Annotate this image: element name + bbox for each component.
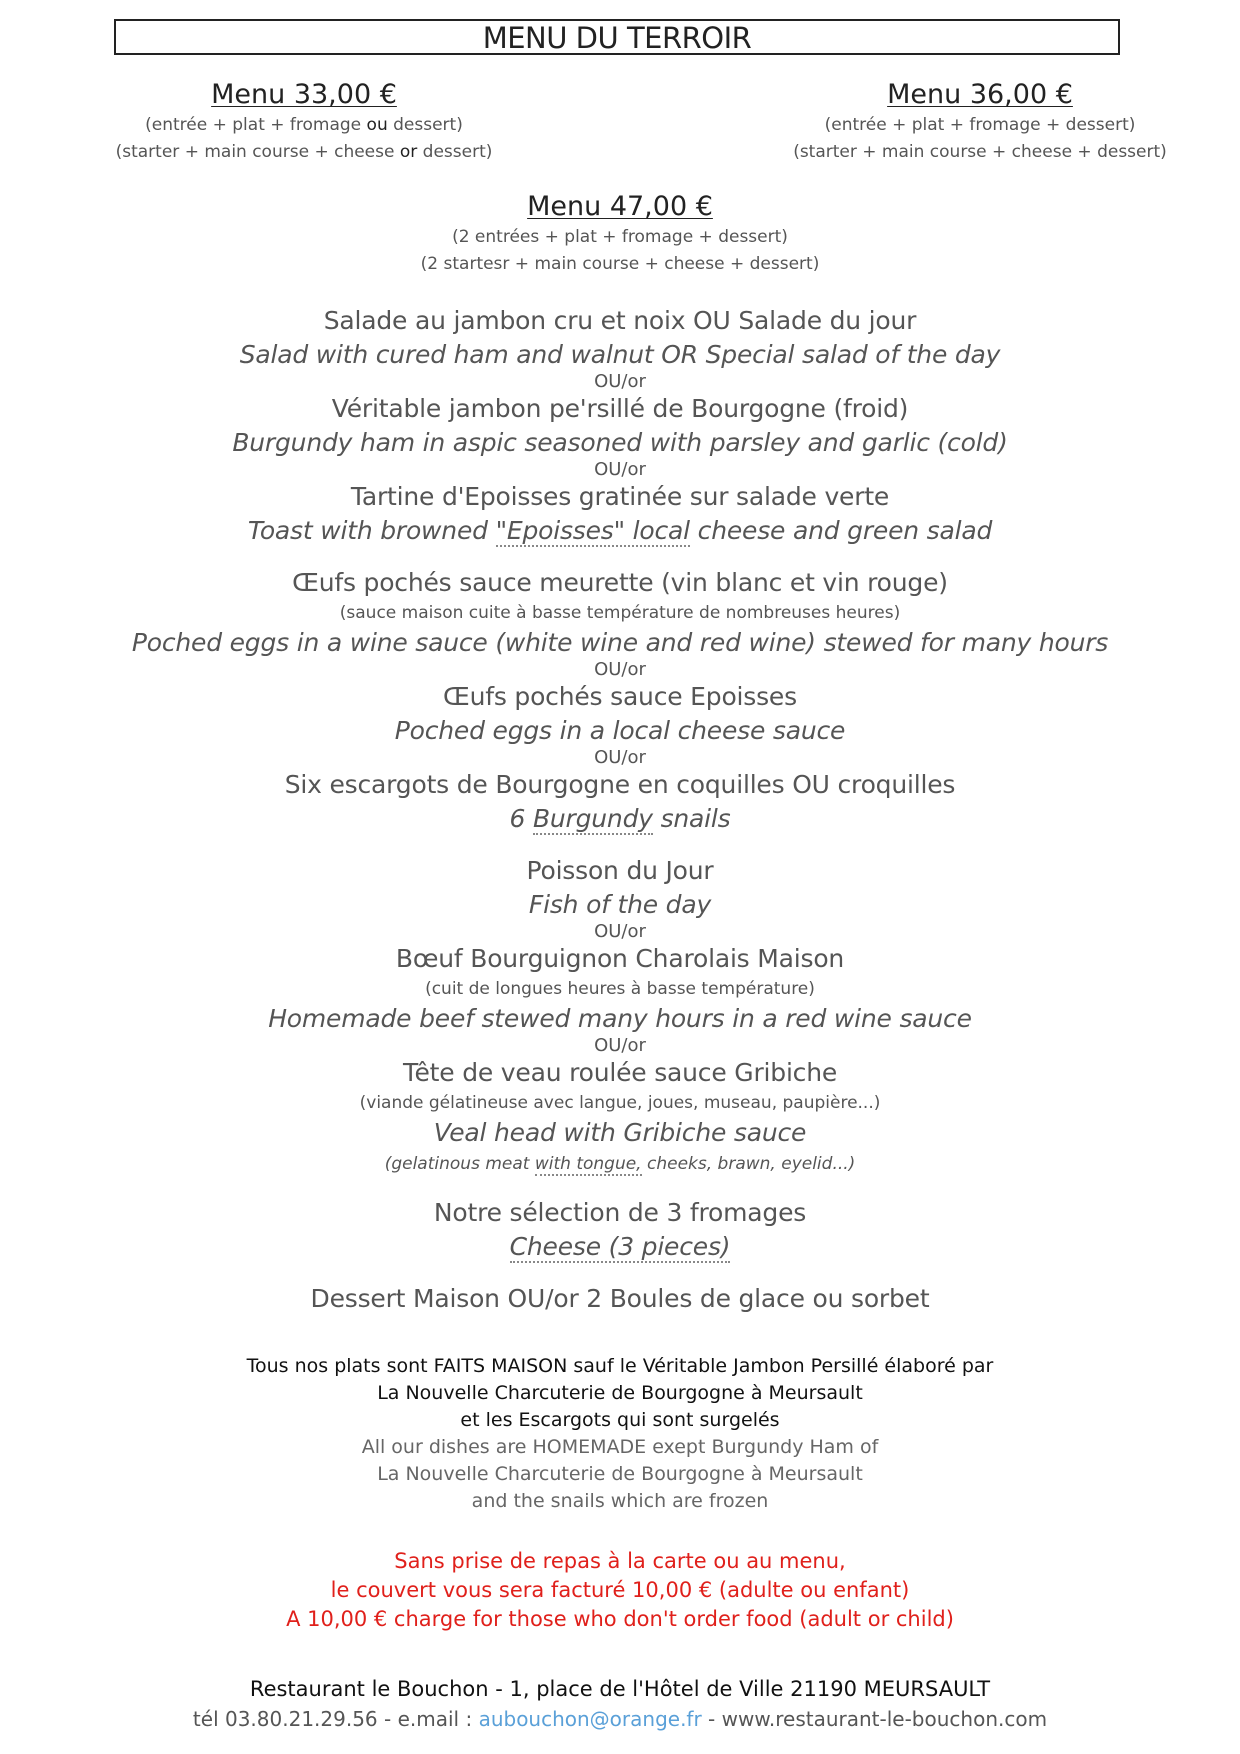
or-separator: OU/or bbox=[594, 1035, 646, 1056]
dish-fr: Véritable jambon pe'rsillé de Bourgogne (froid) bbox=[331, 394, 909, 423]
dish-en: Homemade beef stewed many hours in a red wine sauce bbox=[268, 1004, 972, 1033]
email-link[interactable]: aubouchon@orange.fr bbox=[478, 1707, 702, 1731]
dish-fr: Œufs pochés sauce Epoisses bbox=[443, 682, 797, 711]
menu-36-price: Menu 36,00 € bbox=[887, 79, 1073, 110]
dish-note: (cuit de longues heures à basse température) bbox=[425, 979, 815, 999]
dish-en: 6 Burgundy snails bbox=[509, 804, 731, 833]
note-en-line: La Nouvelle Charcuterie de Bourgogne à Meursault bbox=[377, 1463, 863, 1485]
or-separator: OU/or bbox=[594, 659, 646, 680]
dish-fr: Salade au jambon cru et noix OU Salade du jour bbox=[323, 306, 917, 335]
or-separator: OU/or bbox=[594, 921, 646, 942]
website-text[interactable]: - www.restaurant-le-bouchon.com bbox=[701, 1707, 1048, 1731]
dish-en: Salad with cured ham and walnut OR Special salad of the day bbox=[239, 340, 1001, 369]
dish-note-en: (gelatinous meat with tongue, cheeks, brawn, eyelid...) bbox=[384, 1154, 856, 1174]
page-title: MENU DU TERROIR bbox=[114, 19, 1120, 55]
dish-en: Fish of the day bbox=[528, 890, 712, 919]
note-en-line: All our dishes are HOMEMADE exept Burgundy Ham of bbox=[361, 1436, 879, 1458]
note-fr-line: Tous nos plats sont FAITS MAISON sauf le Véritable Jambon Persillé élaboré par bbox=[246, 1355, 994, 1377]
restaurant-address: Restaurant le Bouchon - 1, place de l'Hôtel de Ville 21190 MEURSAULT bbox=[249, 1677, 991, 1701]
menu-47-desc-en: (2 startesr + main course + cheese + dessert) bbox=[420, 254, 820, 274]
or-separator: OU/or bbox=[594, 459, 646, 480]
dish-en: Toast with browned "Epoisses" local cheese and green salad bbox=[247, 516, 993, 545]
phone-text: tél 03.80.21.29.56 - e.mail : bbox=[192, 1707, 479, 1731]
or-separator: OU/or bbox=[594, 747, 646, 768]
cover-charge-notice bbox=[0, 1547, 1240, 1634]
menu-33-desc-en: (starter + main course + cheese or dessert) bbox=[115, 142, 493, 162]
dish-note: (viande gélatineuse avec langue, joues, museau, paupière...) bbox=[359, 1093, 881, 1113]
homemade-notes bbox=[0, 1353, 1240, 1515]
dish-fr: Tartine d'Epoisses gratinée sur salade verte bbox=[350, 482, 890, 511]
dish-note: (sauce maison cuite à basse température de nombreuses heures) bbox=[339, 603, 901, 623]
menu-33-price: Menu 33,00 € bbox=[211, 79, 397, 110]
dish-en: Cheese (3 pieces) bbox=[509, 1232, 731, 1261]
dish-fr: Bœuf Bourguignon Charolais Maison bbox=[395, 944, 845, 973]
dish-fr: Dessert Maison OU/or 2 Boules de glace ou sorbet bbox=[310, 1284, 930, 1313]
menu-47-block bbox=[400, 190, 840, 278]
charge-line: Sans prise de repas à la carte ou au menu, bbox=[394, 1549, 846, 1573]
dish-fr: Notre sélection de 3 fromages bbox=[433, 1198, 807, 1227]
menu-47-price: Menu 47,00 € bbox=[527, 191, 713, 222]
contact-line bbox=[0, 1704, 1240, 1734]
dish-en: Veal head with Gribiche sauce bbox=[433, 1118, 807, 1147]
menu-36-desc-en: (starter + main course + cheese + dessert) bbox=[793, 142, 1167, 162]
courses-list bbox=[0, 304, 1240, 1316]
note-en-line: and the snails which are frozen bbox=[471, 1490, 769, 1512]
menu-33-block bbox=[94, 78, 514, 166]
dish-fr: Tête de veau roulée sauce Gribiche bbox=[402, 1058, 838, 1087]
note-fr-line: et les Escargots qui sont surgelés bbox=[460, 1409, 780, 1431]
dish-fr: Poisson du Jour bbox=[526, 856, 714, 885]
menu-36-block bbox=[750, 78, 1210, 166]
note-fr-line: La Nouvelle Charcuterie de Bourgogne à Meursault bbox=[377, 1382, 863, 1404]
dish-fr: Six escargots de Bourgogne en coquilles OU croquilles bbox=[284, 770, 956, 799]
menu-33-desc-fr: (entrée + plat + fromage ou dessert) bbox=[145, 115, 463, 135]
dish-en: Poched eggs in a wine sauce (white wine and red wine) stewed for many hours bbox=[131, 628, 1109, 657]
menu-36-desc-fr: (entrée + plat + fromage + dessert) bbox=[824, 115, 1136, 135]
or-separator: OU/or bbox=[594, 371, 646, 392]
restaurant-footer bbox=[0, 1674, 1240, 1734]
dish-fr: Œufs pochés sauce meurette (vin blanc et vin rouge) bbox=[292, 568, 948, 597]
menu-47-desc-fr: (2 entrées + plat + fromage + dessert) bbox=[452, 227, 788, 247]
charge-line: le couvert vous sera facturé 10,00 € (adulte ou enfant) bbox=[330, 1578, 910, 1602]
dish-en: Poched eggs in a local cheese sauce bbox=[394, 716, 846, 745]
dish-en: Burgundy ham in aspic seasoned with parsley and garlic (cold) bbox=[232, 428, 1008, 457]
charge-line: A 10,00 € charge for those who don't order food (adult or child) bbox=[286, 1607, 954, 1631]
